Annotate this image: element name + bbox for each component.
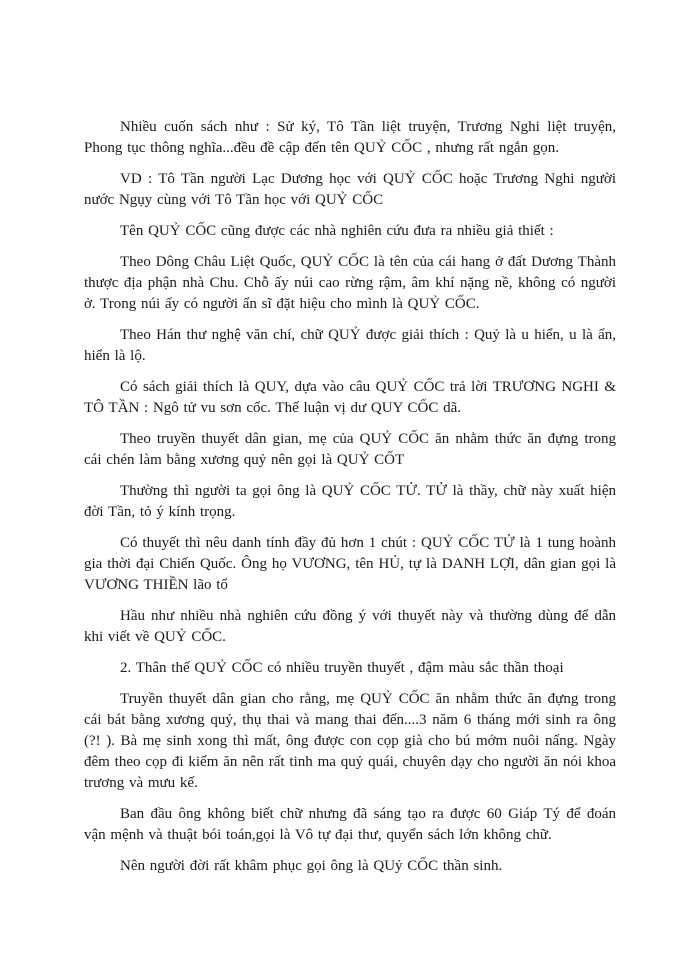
paragraph-14: Nên người đời rất khâm phục gọi ông là QUỷ CỐC thần sinh. — [120, 858, 503, 874]
paragraph-3: Tên QUỶ CỐC cũng được các nhà nghiên cứu đưa ra nhiều giả thiết : — [120, 223, 554, 239]
paragraph-2: VD : Tô Tần người Lạc Dương học với QUỶ CỐC hoặc Trương Nghi người nước Ngụy cùng với Tô Tần học với QUỶ CỐC — [84, 171, 616, 208]
paragraph-13: Ban đầu ông không biết chữ nhưng đã sáng tạo ra được 60 Giáp Tý để đoán vận mệnh và thuật bói toán,gọi là Vô tự đại thư, quyển sách lớn không chữ. — [84, 806, 616, 843]
paragraph-4: Theo Dông Châu Liệt Quốc, QUỶ CỐC là tên của cái hang ở đất Dương Thành thược địa phận nhà Chu. Chỗ ấy núi cao rừng rậm, âm khí nặng nề, không có người ở. Trong núi ấy có người ẩn sĩ đặt hiệu cho mình là QUỶ CỐC. — [84, 254, 616, 312]
paragraph-8: Thường thì người ta gọi ông là QUỶ CỐC TỬ. TỬ là thầy, chữ này xuất hiện đời Tần, tỏ ý kính trọng. — [84, 483, 616, 520]
paragraph-1: Nhiều cuốn sách như : Sử ký, Tô Tần liệt truyện, Trương Nghi liệt truyện, Phong tục thông nghĩa...đều đề cập đến tên QUỶ CỐC , nhưng rất ngắn gọn. — [84, 119, 616, 156]
paragraph-7: Theo truyền thuyết dân gian, mẹ của QUỶ CỐC ăn nhằm thức ăn đựng trong cái chén làm bằng xương quỷ nên gọi là QUỶ CỐT — [84, 431, 616, 468]
paragraph-6: Có sách giải thích là QUY, dựa vào câu QUỶ CỐC trả lời TRƯƠNG NGHI & TÔ TẦN : Ngô tử vu sơn cốc. Thế luận vị dư QUY CỐC dã. — [84, 379, 616, 416]
paragraph-10: Hầu như nhiều nhà nghiên cứu đồng ý với thuyết này và thường dùng để dẫn khi viết về QUỶ CỐC. — [84, 608, 616, 645]
paragraph-5: Theo Hán thư nghệ văn chí, chữ QUỶ được giải thích : Quỷ là u hiển, u là ẩn, hiển là lộ. — [84, 327, 616, 364]
document-body — [84, 117, 616, 877]
paragraph-12: Truyền thuyết dân gian cho rằng, mẹ QUỶ CỐC ăn nhằm thức ăn đựng trong cái bát bằng xương quỷ, thụ thai và mang thai đến....3 năm 6 tháng mới sinh ra ông (?! ). Bà mẹ sinh xong thì mất, ông được con cọp già cho bú mớm nuôi nấng. Ngày đêm theo cọp đi kiếm ăn nên rất tinh ma quỷ quái, chuyên dạy cho người ăn nói khoa trương và mưu kế. — [84, 691, 616, 791]
paragraph-9: Có thuyết thì nêu danh tính đầy đủ hơn 1 chút : QUỶ CỐC TỬ là 1 tung hoành gia thời đại Chiến Quốc. Ông họ VƯƠNG, tên HỦ, tự là DANH LỢI, dân gian gọi là VƯƠNG THIỀN lão tổ — [84, 535, 616, 593]
paragraph-11-section-heading: 2. Thân thế QUỶ CỐC có nhiều truyền thuyết , đậm màu sắc thần thoại — [120, 660, 564, 676]
